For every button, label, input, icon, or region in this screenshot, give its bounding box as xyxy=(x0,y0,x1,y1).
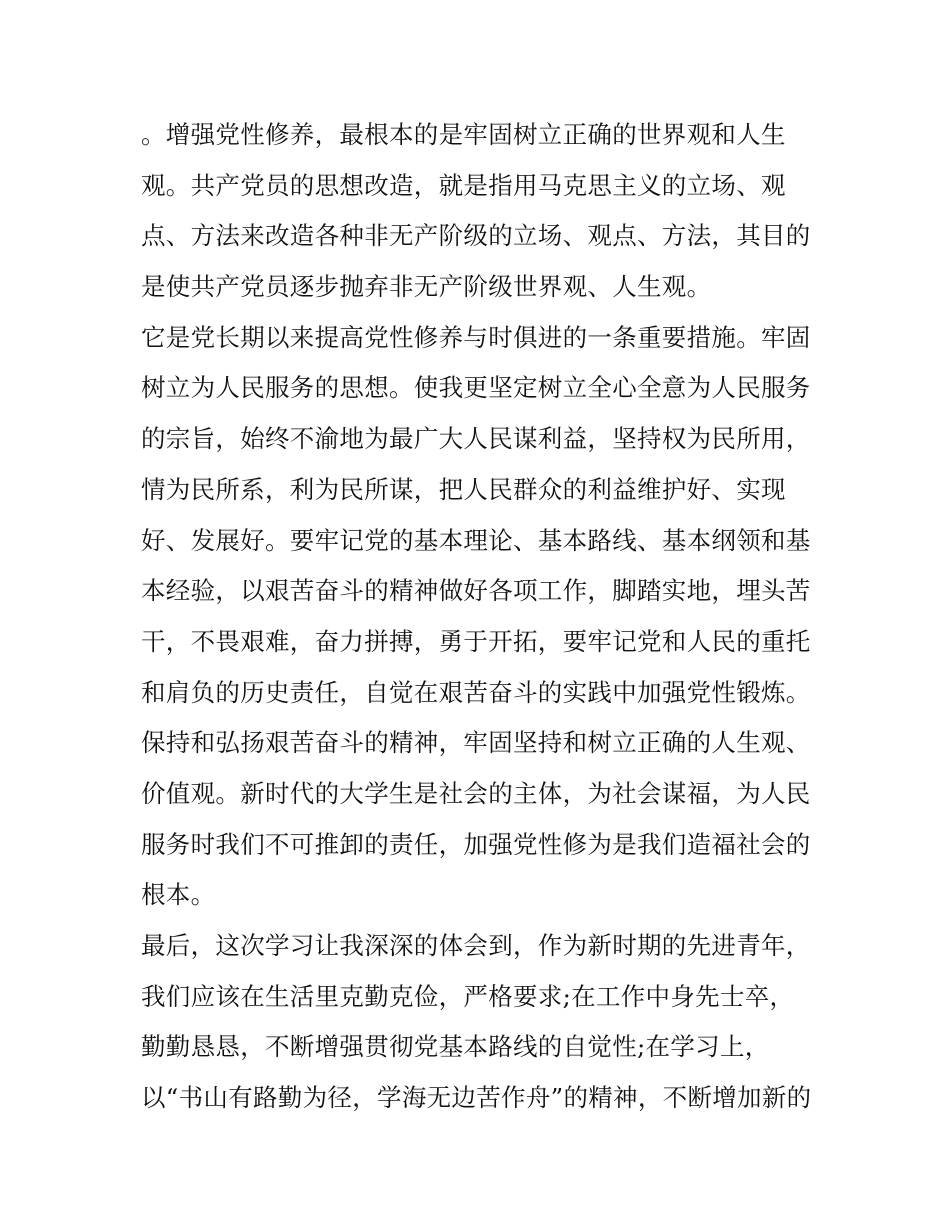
text-line-17: 最后，这次学习让我深深的体会到，作为新时期的先进青年， xyxy=(141,931,811,960)
text-line-3: 点、方法来改造各种非无产阶级的立场、观点、方法，其目的 xyxy=(141,221,811,251)
text-line-19: 勤勤恳恳，不断增强贯彻党基本路线的自觉性;在学习上， xyxy=(141,1032,770,1062)
body-text xyxy=(141,110,821,1124)
text-line-16: 根本。 xyxy=(141,880,216,910)
text-line-2: 观。共产党员的思想改造，就是指用马克思主义的立场、观 xyxy=(141,170,786,200)
text-line-7: 的宗旨，始终不渝地为最广大人民谋利益，坚持权为民所用， xyxy=(141,424,811,454)
text-line-15: 服务时我们不可推卸的责任，加强党性修为是我们造福社会的 xyxy=(141,829,811,859)
text-line-1: 。增强党性修养，最根本的是牢固树立正确的世界观和人生 xyxy=(141,120,786,149)
text-line-8: 情为民所系，利为民所谋，把人民群众的利益维护好、实现 xyxy=(141,474,786,504)
text-line-9: 好、发展好。要牢记党的基本理论、基本路线、基本纲领和基 xyxy=(141,525,811,555)
text-line-6: 树立为人民服务的思想。使我更坚定树立全心全意为人民服务 xyxy=(141,373,811,403)
text-line-4: 是使共产党员逐步抛弃非无产阶级世界观、人生观。 xyxy=(141,272,712,302)
text-line-20: 以“书山有路勤为径，学海无边苦作舟”的精神，不断增加新的 xyxy=(141,1083,812,1113)
text-line-10: 本经验，以艰苦奋斗的精神做好各项工作，脚踏实地，埋头苦 xyxy=(141,576,811,606)
text-line-14: 价值观。新时代的大学生是社会的主体，为社会谋福，为人民 xyxy=(141,778,811,808)
text-line-12: 和肩负的历史责任，自觉在艰苦奋斗的实践中加强党性锻炼。 xyxy=(141,677,811,707)
text-line-11: 干，不畏艰难，奋力拼搏，勇于开拓，要牢记党和人民的重托 xyxy=(141,626,811,656)
text-line-18: 我们应该在生活里克勤克俭，严格要求;在工作中身先士卒， xyxy=(141,981,795,1011)
text-line-13: 保持和弘扬艰苦奋斗的精神，牢固坚持和树立正确的人生观、 xyxy=(141,728,811,758)
text-line-5: 它是党长期以来提高党性修养与时俱进的一条重要措施。牢固 xyxy=(141,322,811,352)
